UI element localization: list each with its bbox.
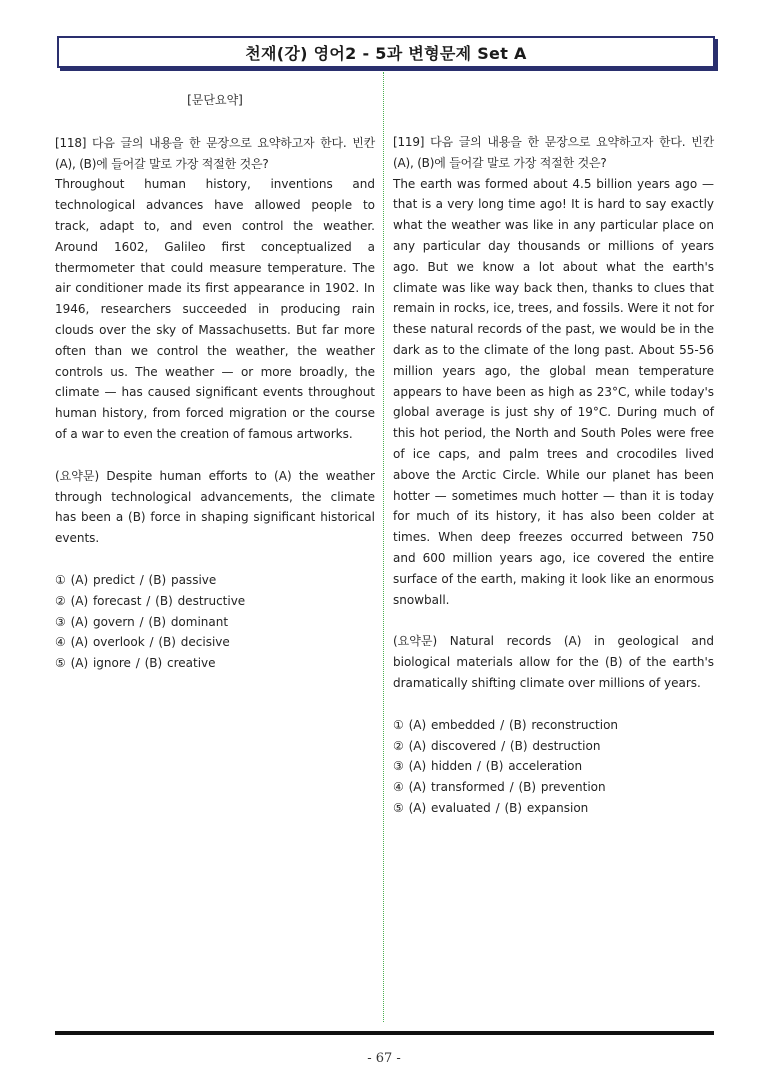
question-118-options xyxy=(55,570,375,674)
question-119-summary: (요약문) Natural records (A) in geological and biological materials allow for the (B) of the earth's dramatically shifting climate over millions of years. xyxy=(393,634,714,690)
page-header xyxy=(57,36,715,68)
section-label: [문단요약] xyxy=(187,93,243,107)
column-divider xyxy=(383,72,384,1022)
option-1[interactable]: ① (A) embedded / (B) reconstruction xyxy=(393,717,619,732)
option-3[interactable]: ③ (A) govern / (B) dominant xyxy=(55,614,229,629)
question-118-passage: Throughout human history, inventions and technological advances have allowed people to track, adapt to, and even control the weather. Around 1602, Galileo first conceptualized a thermometer that could measure temperature. The air conditioner made its first appearance in 1902. In 1946, researchers succeeded in producing rain clouds over the sky of Massachusetts. But far more often than we control the weather, the weather controls us. The weather — or more broadly, the climate — has caused significant events throughout human history, from forced migration or the course of a war to even the creation of famous artworks. xyxy=(55,177,375,441)
option-4[interactable]: ④ (A) overlook / (B) decisive xyxy=(55,635,230,650)
option-2[interactable]: ② (A) forecast / (B) destructive xyxy=(55,593,246,608)
question-118-summary: (요약문) Despite human efforts to (A) the weather through technological advancements, the climate has been a (B) force in shaping significant historical events. xyxy=(55,468,375,546)
question-119-head: [119] 다음 글의 내용을 한 문장으로 요약하고자 한다. 빈칸 (A), (B)에 들어갈 말로 가장 적절한 것은? xyxy=(393,135,714,170)
option-3[interactable]: ③ (A) hidden / (B) acceleration xyxy=(393,759,583,774)
option-4[interactable]: ④ (A) transformed / (B) prevention xyxy=(393,780,606,795)
option-1[interactable]: ① (A) predict / (B) passive xyxy=(55,572,217,587)
question-119-passage: The earth was formed about 4.5 billion years ago — that is a very long time ago! It is hard to say exactly what the weather was like in any particular place on any particular day thousands or millions of years ago. But we know a lot about what the earth's climate was like way back then, thanks to clues that remain in rocks, ice, trees, and fossils. Were it not for these natural records of the past, we would be in the dark as to the climate of the long past. About 55-56 million years ago, the global mean temperature appears to have been as high as 23°C, while today's global average is just shy of 19°C. During much of this hot period, the North and South Poles were free of ice caps, and palm trees and crocodiles lived above the Arctic Circle. While our planet has been hotter — sometimes much hotter — than it is today for much of its history, it has also been colder at times. When deep freezes occurred between 750 and 600 million years ago, ice covered the entire surface of the earth, making it look like an enormous snowball. xyxy=(393,176,714,607)
right-column xyxy=(393,132,714,819)
option-2[interactable]: ② (A) discovered / (B) destruction xyxy=(393,738,601,753)
question-118-head: [118] 다음 글의 내용을 한 문장으로 요약하고자 한다. 빈칸 (A), (B)에 들어갈 말로 가장 적절한 것은? xyxy=(55,135,375,171)
option-5[interactable]: ⑤ (A) ignore / (B) creative xyxy=(55,656,216,671)
option-5[interactable]: ⑤ (A) evaluated / (B) expansion xyxy=(393,800,589,815)
left-column xyxy=(55,90,375,674)
footer-rule xyxy=(55,1031,714,1035)
question-119-options xyxy=(393,715,714,819)
page-number: - 67 - xyxy=(367,1051,401,1066)
page-title: 천재(강) 영어2 - 5과 변형문제 Set A xyxy=(245,43,527,63)
